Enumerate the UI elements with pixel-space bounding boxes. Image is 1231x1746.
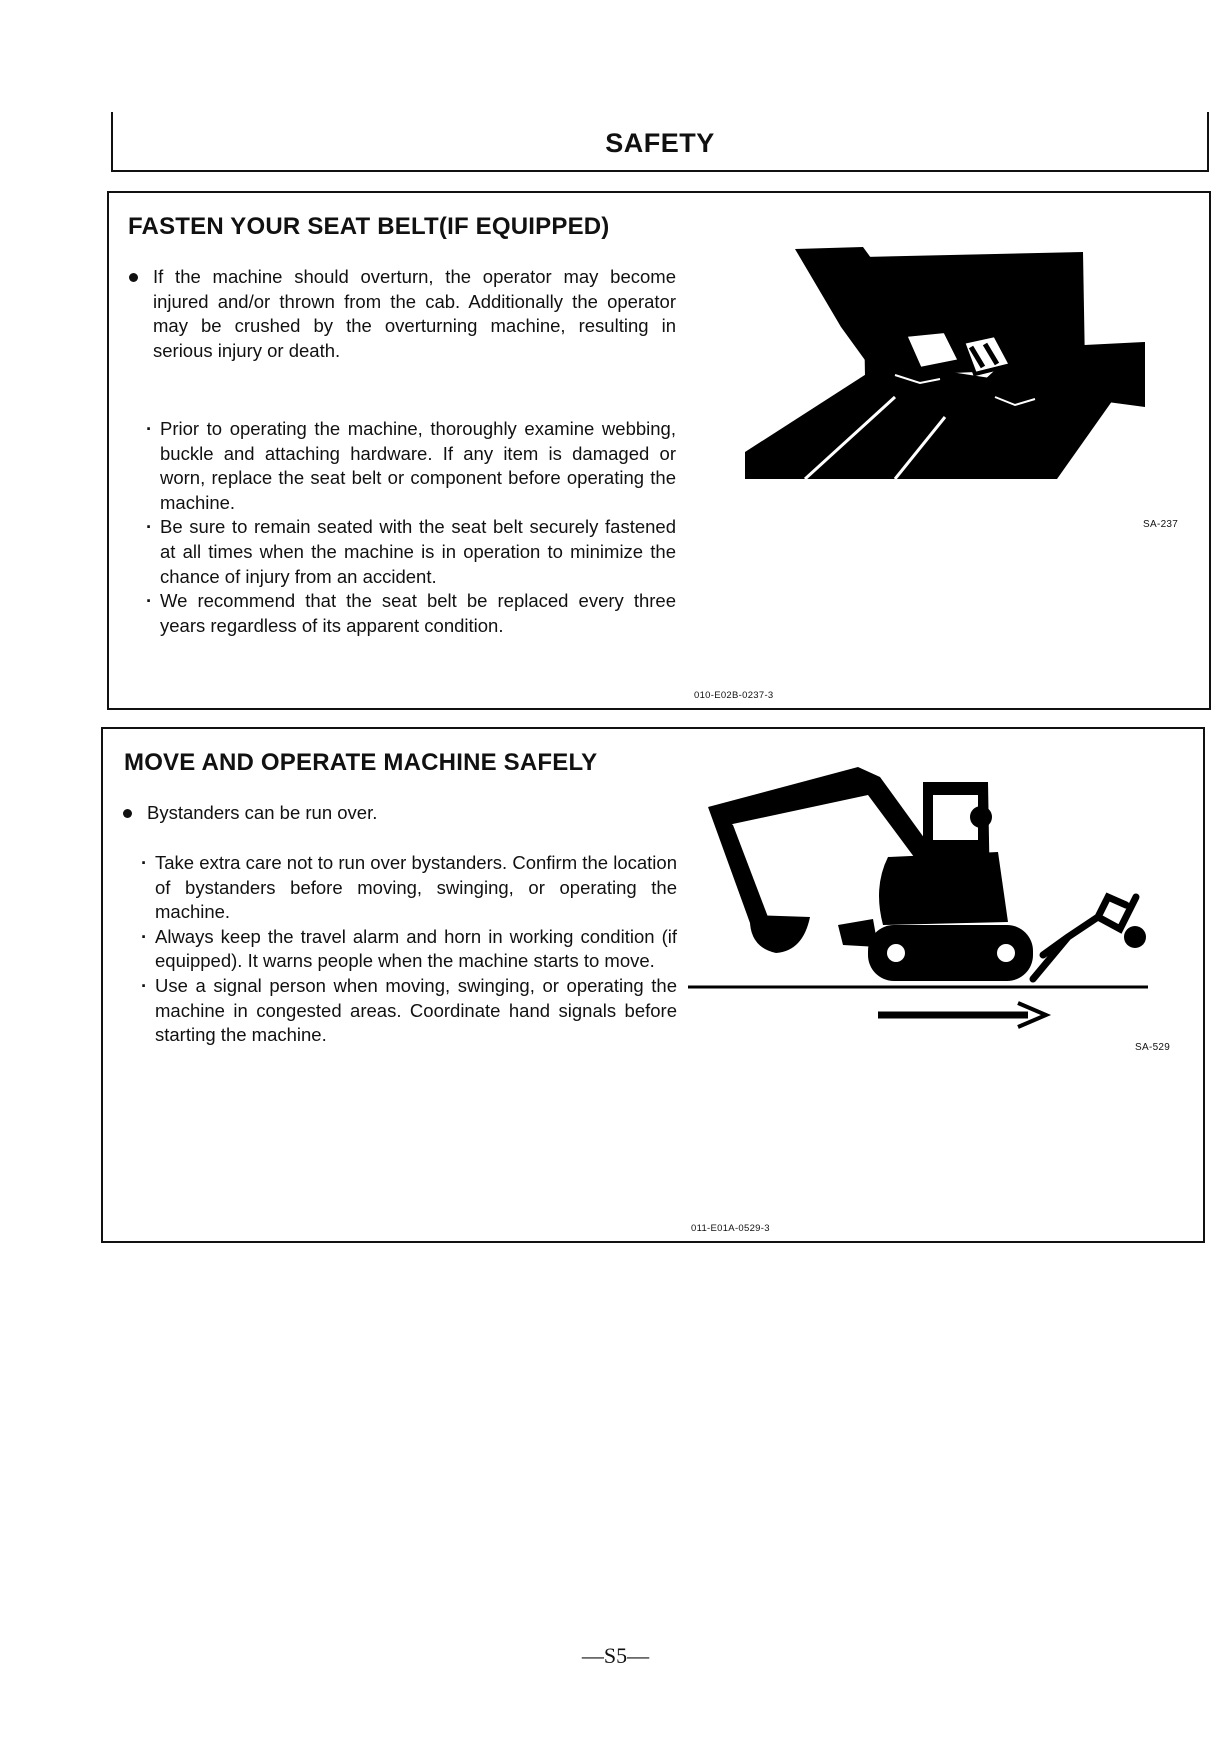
reference-code: 011-E01A-0529-3: [691, 1223, 770, 1234]
reference-code: 010-E02B-0237-3: [694, 690, 774, 701]
list-item: · Use a signal person when moving, swinging, or operating the machine in congested areas. Coordinate hand signals before starting the machine.: [141, 974, 677, 1048]
list-item: · Always keep the travel alarm and horn in working condition (if equipped). It warns people when the machine starts to move.: [141, 925, 677, 974]
list-item: · Be sure to remain seated with the seat belt securely fastened at all times when the machine is in operation to minimize the chance of injury from an accident.: [146, 515, 676, 589]
sub-list: [146, 417, 676, 638]
page-header: [111, 112, 1209, 172]
section-title: FASTEN YOUR SEAT BELT(IF EQUIPPED): [128, 213, 610, 240]
bullet-item: [129, 265, 676, 363]
list-item: · Prior to operating the machine, thoroughly examine webbing, buckle and attaching hardware. If any item is damaged or worn, replace the seat belt or component before operating the machine.: [146, 417, 676, 515]
bullet-text: Bystanders can be run over.: [147, 802, 378, 823]
seat-belt-illustration: [745, 247, 1145, 479]
bullet-icon: [129, 273, 138, 282]
bullet-item: [123, 801, 678, 826]
figure-code: SA-529: [1135, 1042, 1171, 1053]
section-move-operate: [101, 727, 1205, 1243]
section-seat-belt: [107, 191, 1211, 710]
excavator-bystander-illustration: [688, 747, 1188, 1047]
figure-code: SA-237: [1143, 519, 1179, 530]
page-title: SAFETY: [605, 128, 715, 158]
bullet-icon: [123, 809, 132, 818]
bullet-text: If the machine should overturn, the operator may become injured and/or thrown from the cab. Additionally the operator may be crushed by the overturning machine, resulting in serious injury or death.: [153, 266, 676, 361]
sub-list: [141, 851, 677, 1048]
section-title: MOVE AND OPERATE MACHINE SAFELY: [124, 749, 598, 776]
list-item: · We recommend that the seat belt be replaced every three years regardless of its apparent condition.: [146, 589, 676, 638]
list-item: · Take extra care not to run over bystanders. Confirm the location of bystanders before moving, swinging, or operating the machine.: [141, 851, 677, 925]
page-number: —S5—: [581, 1643, 650, 1668]
